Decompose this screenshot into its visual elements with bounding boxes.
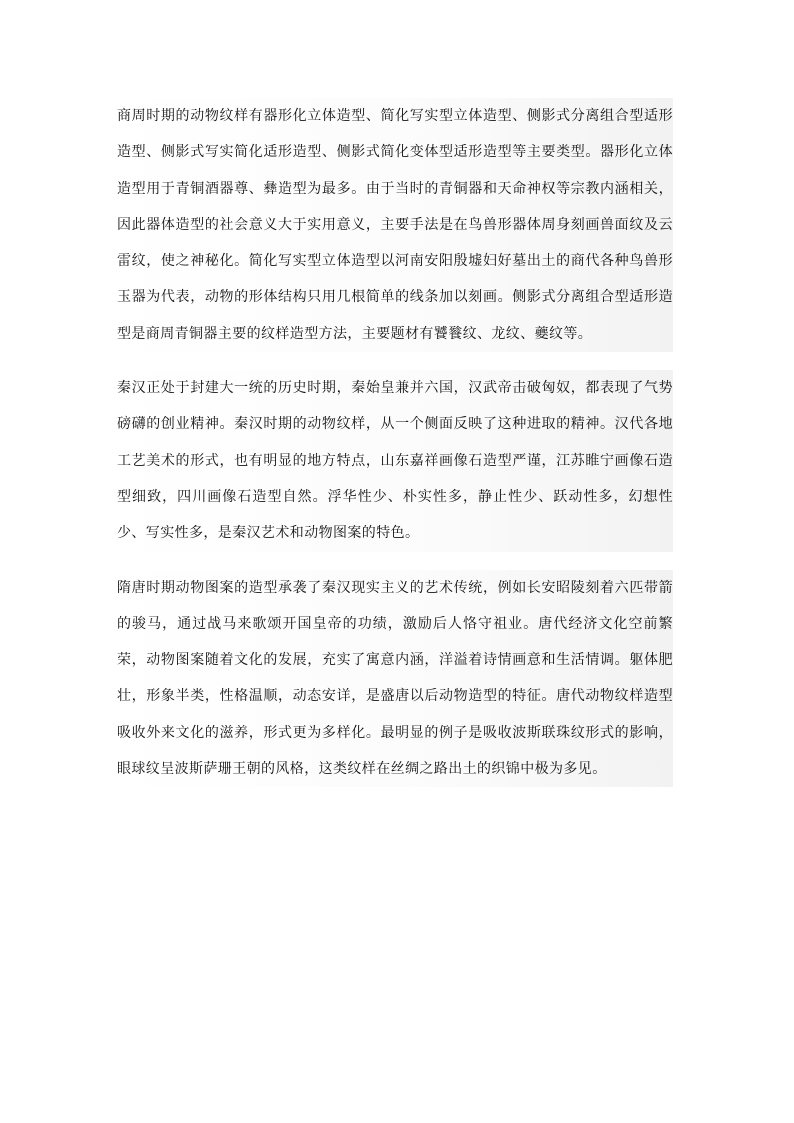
paragraph-sui-tang: 隋唐时期动物图案的造型承袭了秦汉现实主义的艺术传统，例如长安昭陵刻着六匹带箭的骏马，通过战马来歌颂开国皇帝的功绩，激励后人恪守祖业。唐代经济文化空前繁荣，动物图案随着文化的发展，充实了寓意内涵，洋溢着诗情画意和生活情调。躯体肥壮，形象半类，性格温顺，动态安详，是盛唐以后动物造型的特征。唐代动物纹样造型吸收外来文化的滋养，形式更为多样化。最明显的例子是吸收波斯联珠纹形式的影响，眼球纹呈波斯萨珊王朝的风格，这类纹样在丝绸之路出土的织锦中极为多见。 [117,570,673,788]
paragraph-qin-han: 秦汉正处于封建大一统的历史时期，秦始皇兼并六国，汉武帝击破匈奴，都表现了气势磅礴的创业精神。秦汉时期的动物纹样，从一个侧面反映了这种进取的精神。汉代各地工艺美术的形式，也有明显的地方特点，山东嘉祥画像石造型严谨，江苏睢宁画像石造型细致，四川画像石造型自然。浮华性少、朴实性多，静止性少、跃动性多，幻想性少、写实性多，是秦汉艺术和动物图案的特色。 [117,370,673,551]
paragraph-shang-zhou: 商周时期的动物纹样有器形化立体造型、简化写实型立体造型、侧影式分离组合型适形造型、侧影式写实简化适形造型、侧影式简化变体型适形造型等主要类型。器形化立体造型用于青铜酒器尊、彝造型为最多。由于当时的青铜器和天命神权等宗教内涵相关，因此器体造型的社会意义大于实用意义，主要手法是在鸟兽形器体周身刻画兽面纹及云雷纹，使之神秘化。简化写实型立体造型以河南安阳殷墟妇好墓出土的商代各种鸟兽形玉器为代表，动物的形体结构只用几根简单的线条加以刻画。侧影式分离组合型适形造型是商周青铜器主要的纹样造型方法，主要题材有饕餮纹、龙纹、夔纹等。 [117,98,673,352]
document-body [117,98,673,787]
